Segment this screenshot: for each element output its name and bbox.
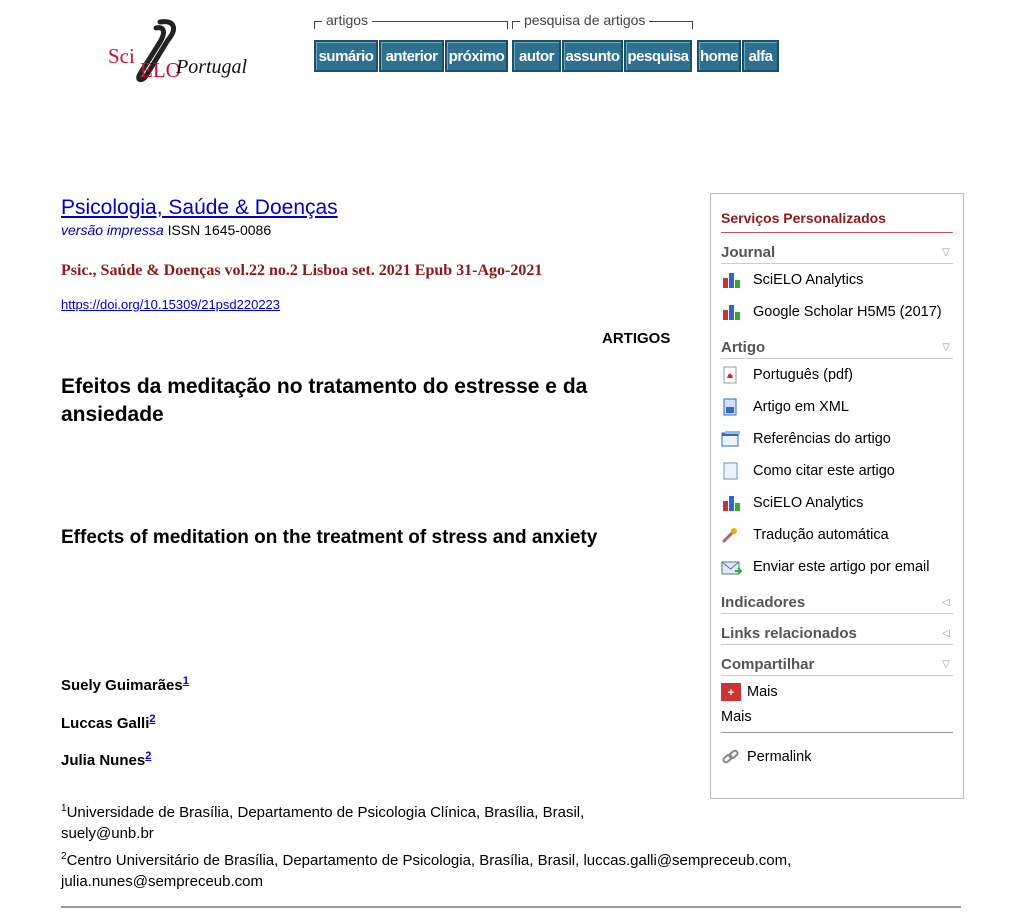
sidebar-item-label: Português (pdf) xyxy=(753,367,853,383)
section-label: Artigo xyxy=(721,338,766,356)
logo-elo-text: ELO xyxy=(140,58,181,82)
affiliation-number: 2 xyxy=(61,851,67,862)
artigo-scielo-analytics-link[interactable] xyxy=(721,487,953,519)
assunto-button[interactable]: assunto xyxy=(562,40,623,72)
document-icon xyxy=(721,462,743,480)
nav-group-artigos xyxy=(314,12,508,72)
section-label: Compartilhar xyxy=(721,655,815,673)
chain-link-icon xyxy=(721,748,741,766)
section-label: Links relacionados xyxy=(721,624,857,642)
cite-article-link[interactable] xyxy=(721,455,953,487)
sidebar-divider xyxy=(721,732,953,733)
nav-buttons xyxy=(512,40,692,72)
nav-group-pesquisa xyxy=(512,12,693,72)
journal-section-toggle[interactable] xyxy=(721,233,953,264)
translation-wand-icon xyxy=(721,526,743,544)
sidebar-title: Serviços Personalizados xyxy=(721,204,953,233)
artigo-section-toggle[interactable] xyxy=(721,328,953,359)
section-label: Indicadores xyxy=(721,593,806,611)
sidebar-item-label: Referências do artigo xyxy=(753,431,891,447)
scielo-portugal-logo[interactable] xyxy=(104,16,264,86)
compartilhar-section-toggle[interactable] xyxy=(721,645,953,676)
affiliation-item xyxy=(61,798,641,844)
references-window-icon xyxy=(721,430,743,448)
author-item xyxy=(61,675,189,694)
links-section-toggle[interactable] xyxy=(721,614,953,645)
affiliation-text: Centro Universitário de Brasília, Departamento de Psicologia, Brasília, Brasil, luccas.galli@sempreceub.com, julia.nunes@sempreceub.com xyxy=(61,852,792,890)
nav-group-label: artigos xyxy=(322,12,372,28)
share-more-text[interactable]: Mais xyxy=(721,709,752,725)
autor-button[interactable]: autor xyxy=(512,40,561,72)
section-label: Journal xyxy=(721,243,776,261)
logo-portugal-text: Portugal xyxy=(176,56,248,78)
citation-line: Psic., Saúde & Doenças vol.22 no.2 Lisboa set. 2021 Epub 31-Ago-2021 xyxy=(61,262,543,279)
svg-text:+: + xyxy=(727,687,735,699)
bar-chart-icon xyxy=(721,494,743,512)
sumario-button[interactable]: sumário xyxy=(314,40,378,72)
nav-buttons xyxy=(314,40,508,72)
references-link[interactable] xyxy=(721,423,953,455)
author-name: Julia Nunes xyxy=(61,752,146,769)
section-label: ARTIGOS xyxy=(602,330,671,347)
auto-translation-link[interactable] xyxy=(721,519,953,551)
sidebar-item-label: Google Scholar H5M5 (2017) xyxy=(753,304,942,320)
sidebar-item-label: SciELO Analytics xyxy=(753,272,864,288)
author-name: Suely Guimarães xyxy=(61,677,183,694)
bottom-divider xyxy=(61,906,961,908)
sidebar-item-label: Tradução automática xyxy=(753,527,889,543)
article-title-pt: Efeitos da meditação no tratamento do estresse e da ansiedade xyxy=(61,375,588,426)
home-button[interactable]: home xyxy=(697,40,741,72)
indicadores-section-toggle[interactable] xyxy=(721,583,953,614)
nav-buttons xyxy=(697,40,779,72)
chevron-left-icon: ◁ xyxy=(942,596,950,608)
doi-link[interactable]: https://doi.org/10.15309/21psd220223 xyxy=(61,297,281,312)
chevron-down-icon: ▽ xyxy=(942,246,950,258)
affiliation-item xyxy=(61,846,961,892)
permalink-link[interactable] xyxy=(721,741,953,773)
pesquisa-button[interactable]: pesquisa xyxy=(624,40,692,72)
email-article-link[interactable] xyxy=(721,551,953,583)
addthis-share-icon xyxy=(721,683,741,701)
sidebar-item-label: Mais xyxy=(747,684,778,700)
proximo-button[interactable]: próximo xyxy=(445,40,508,72)
sidebar-item-label: Como citar este artigo xyxy=(753,463,895,479)
sidebar-item-label: Permalink xyxy=(747,749,812,765)
chevron-down-icon: ▽ xyxy=(942,658,950,670)
xml-document-icon xyxy=(721,398,743,416)
author-name: Luccas Galli xyxy=(61,715,150,732)
affiliation-text: Universidade de Brasília, Departamento de Psicologia Clínica, Brasília, Brasil, suely@unb.br xyxy=(61,804,585,842)
author-item xyxy=(61,750,151,769)
share-more-link[interactable] xyxy=(721,678,953,706)
pdf-icon xyxy=(721,366,743,384)
chevron-down-icon: ▽ xyxy=(942,341,950,353)
google-scholar-link[interactable] xyxy=(721,296,953,328)
author-item xyxy=(61,713,156,732)
sidebar-item-label: Enviar este artigo por email xyxy=(753,559,930,575)
nav-group-label: pesquisa de artigos xyxy=(520,12,649,28)
author-affil-ref-link[interactable]: 2 xyxy=(145,750,152,762)
pdf-link[interactable] xyxy=(721,359,953,391)
print-version-line xyxy=(61,221,691,239)
xml-link[interactable] xyxy=(721,391,953,423)
bar-chart-icon xyxy=(721,303,743,321)
logo-sci-text: Sci xyxy=(108,44,135,68)
author-affil-ref-link[interactable]: 1 xyxy=(182,675,189,687)
author-affil-ref-link[interactable]: 2 xyxy=(149,713,156,725)
sidebar-item-label: SciELO Analytics xyxy=(753,495,864,511)
anterior-button[interactable]: anterior xyxy=(379,40,444,72)
alfa-button[interactable]: alfa xyxy=(742,40,779,72)
affiliation-number: 1 xyxy=(61,803,67,814)
sidebar-item-label: Artigo em XML xyxy=(753,399,849,415)
print-version-label: versão impressa xyxy=(61,222,164,238)
journal-title-link[interactable]: Psicologia, Saúde & Doenças xyxy=(61,196,338,219)
issn-text: ISSN 1645-0086 xyxy=(167,222,272,238)
journal-scielo-analytics-link[interactable] xyxy=(721,264,953,296)
nav-group-home xyxy=(697,12,781,72)
chevron-left-icon: ◁ xyxy=(942,627,950,639)
services-sidebar xyxy=(710,193,964,799)
article-title-en: Effects of meditation on the treatment of stress and anxiety xyxy=(61,527,598,548)
email-icon xyxy=(721,558,743,576)
bar-chart-icon xyxy=(721,271,743,289)
